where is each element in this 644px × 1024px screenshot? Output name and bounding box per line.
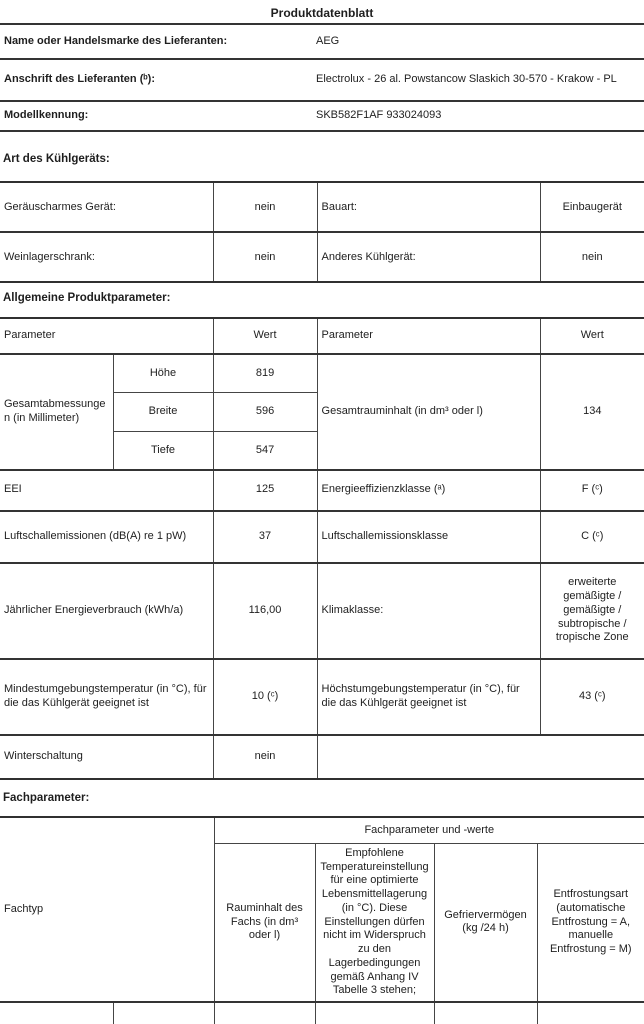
recommended-temperature-header: Empfohlene Temperatureinstellung für eine optimierte Lebensmittellagerung (in °C). Diese Einstellungen dürfen nicht im Widerspruch zu den Lagerbedingungen gemäß Anhang IV Tabelle 3 stehen;: [315, 843, 434, 1002]
winter-setting-value: nein: [213, 735, 317, 779]
wine-storage-label: Weinlagerschrank:: [0, 232, 213, 282]
winter-setting-label: Winterschaltung: [0, 735, 213, 779]
section-heading-art: Art des Kühlgeräts:: [3, 153, 110, 165]
compartment-type-header: Fachtyp: [0, 817, 214, 1002]
eei-label: EEI: [0, 470, 213, 511]
supplier-name-label: Name oder Handelsmarke des Lieferanten:: [4, 34, 228, 47]
page-title: Produktdatenblatt: [0, 0, 644, 25]
compartment-row-cell: [434, 1002, 537, 1024]
compartment-row-cell: [214, 1002, 315, 1024]
construction-type-value: Einbaugerät: [540, 182, 644, 232]
model-id-row: [0, 102, 644, 132]
compartment-row-cell: [315, 1002, 434, 1024]
construction-type-label: Bauart:: [317, 182, 540, 232]
energy-class-value: F (ᶜ): [540, 470, 644, 511]
max-ambient-temp-label: Höchstumgebungstemperatur (in °C), für die das Kühlgerät geeignet ist: [317, 659, 540, 735]
total-volume-value: 134: [540, 354, 644, 470]
column-header-parameter-left: Parameter: [0, 318, 213, 354]
dimension-height-label: Höhe: [113, 354, 213, 393]
dimension-height-value: 819: [213, 354, 317, 393]
quiet-device-value: nein: [213, 182, 317, 232]
freezing-capacity-header: Gefriervermögen (kg /24 h): [434, 843, 537, 1002]
eei-value: 125: [213, 470, 317, 511]
quiet-device-label: Geräuscharmes Gerät:: [0, 182, 213, 232]
compartment-group-header: Fachparameter und -werte: [214, 817, 644, 843]
supplier-address-row: [0, 60, 644, 102]
art-table: [0, 181, 644, 283]
column-header-wert-left: Wert: [213, 318, 317, 354]
dimension-depth-label: Tiefe: [113, 432, 213, 470]
column-header-parameter-right: Parameter: [317, 318, 540, 354]
climate-class-value: erweiterte gemäßigte / gemäßigte / subtropische / tropische Zone: [540, 563, 644, 659]
compartment-volume-header: Rauminhalt des Fachs (in dm³ oder l): [214, 843, 315, 1002]
min-ambient-temp-label: Mindestumgebungstemperatur (in °C), für die das Kühlgerät geeignet ist: [0, 659, 213, 735]
other-fridge-value: nein: [540, 232, 644, 282]
noise-class-label: Luftschallemissionsklasse: [317, 511, 540, 563]
energy-class-label: Energieeffizienzklasse (ᵃ): [317, 470, 540, 511]
supplier-name-value: AEG: [316, 34, 340, 47]
dimension-depth-value: 547: [213, 432, 317, 470]
defrost-type-header: Entfrostungsart (automatische Entfrostung = A, manuelle Entfrostung = M): [537, 843, 644, 1002]
supplier-address-label: Anschrift des Lieferanten (ᵇ):: [4, 73, 155, 86]
noise-class-value: C (ᶜ): [540, 511, 644, 563]
max-ambient-temp-value: 43 (ᶜ): [540, 659, 644, 735]
compartment-row-cell: [113, 1002, 214, 1024]
general-parameters-table: [0, 317, 644, 780]
empty-cell: [317, 735, 644, 779]
min-ambient-temp-value: 10 (ᶜ): [213, 659, 317, 735]
dimension-width-label: Breite: [113, 393, 213, 432]
compartment-row-cell: [0, 1002, 113, 1024]
other-fridge-label: Anderes Kühlgerät:: [317, 232, 540, 282]
annual-energy-label: Jährlicher Energieverbrauch (kWh/a): [0, 563, 213, 659]
noise-emission-value: 37: [213, 511, 317, 563]
wine-storage-value: nein: [213, 232, 317, 282]
model-id-value: SKB582F1AF 933024093: [316, 109, 442, 122]
overall-dimensions-label: Gesamtabmessungen (in Millimeter): [0, 354, 113, 470]
column-header-wert-right: Wert: [540, 318, 644, 354]
supplier-name-row: [0, 25, 644, 60]
section-heading-allgemein: Allgemeine Produktparameter:: [3, 292, 171, 305]
compartment-row-cell: [537, 1002, 644, 1024]
supplier-address-value: Electrolux - 26 al. Powstancow Slaskich 30-570 - Krakow - PL: [316, 73, 617, 86]
climate-class-label: Klimaklasse:: [317, 563, 540, 659]
compartment-parameters-table: [0, 816, 644, 1024]
section-heading-fachparameter: Fachparameter:: [3, 791, 90, 804]
annual-energy-value: 116,00: [213, 563, 317, 659]
noise-emission-label: Luftschallemissionen (dB(A) re 1 pW): [0, 511, 213, 563]
total-volume-label: Gesamtrauminhalt (in dm³ oder l): [317, 354, 540, 470]
model-id-label: Modellkennung:: [4, 109, 89, 122]
dimension-width-value: 596: [213, 393, 317, 432]
